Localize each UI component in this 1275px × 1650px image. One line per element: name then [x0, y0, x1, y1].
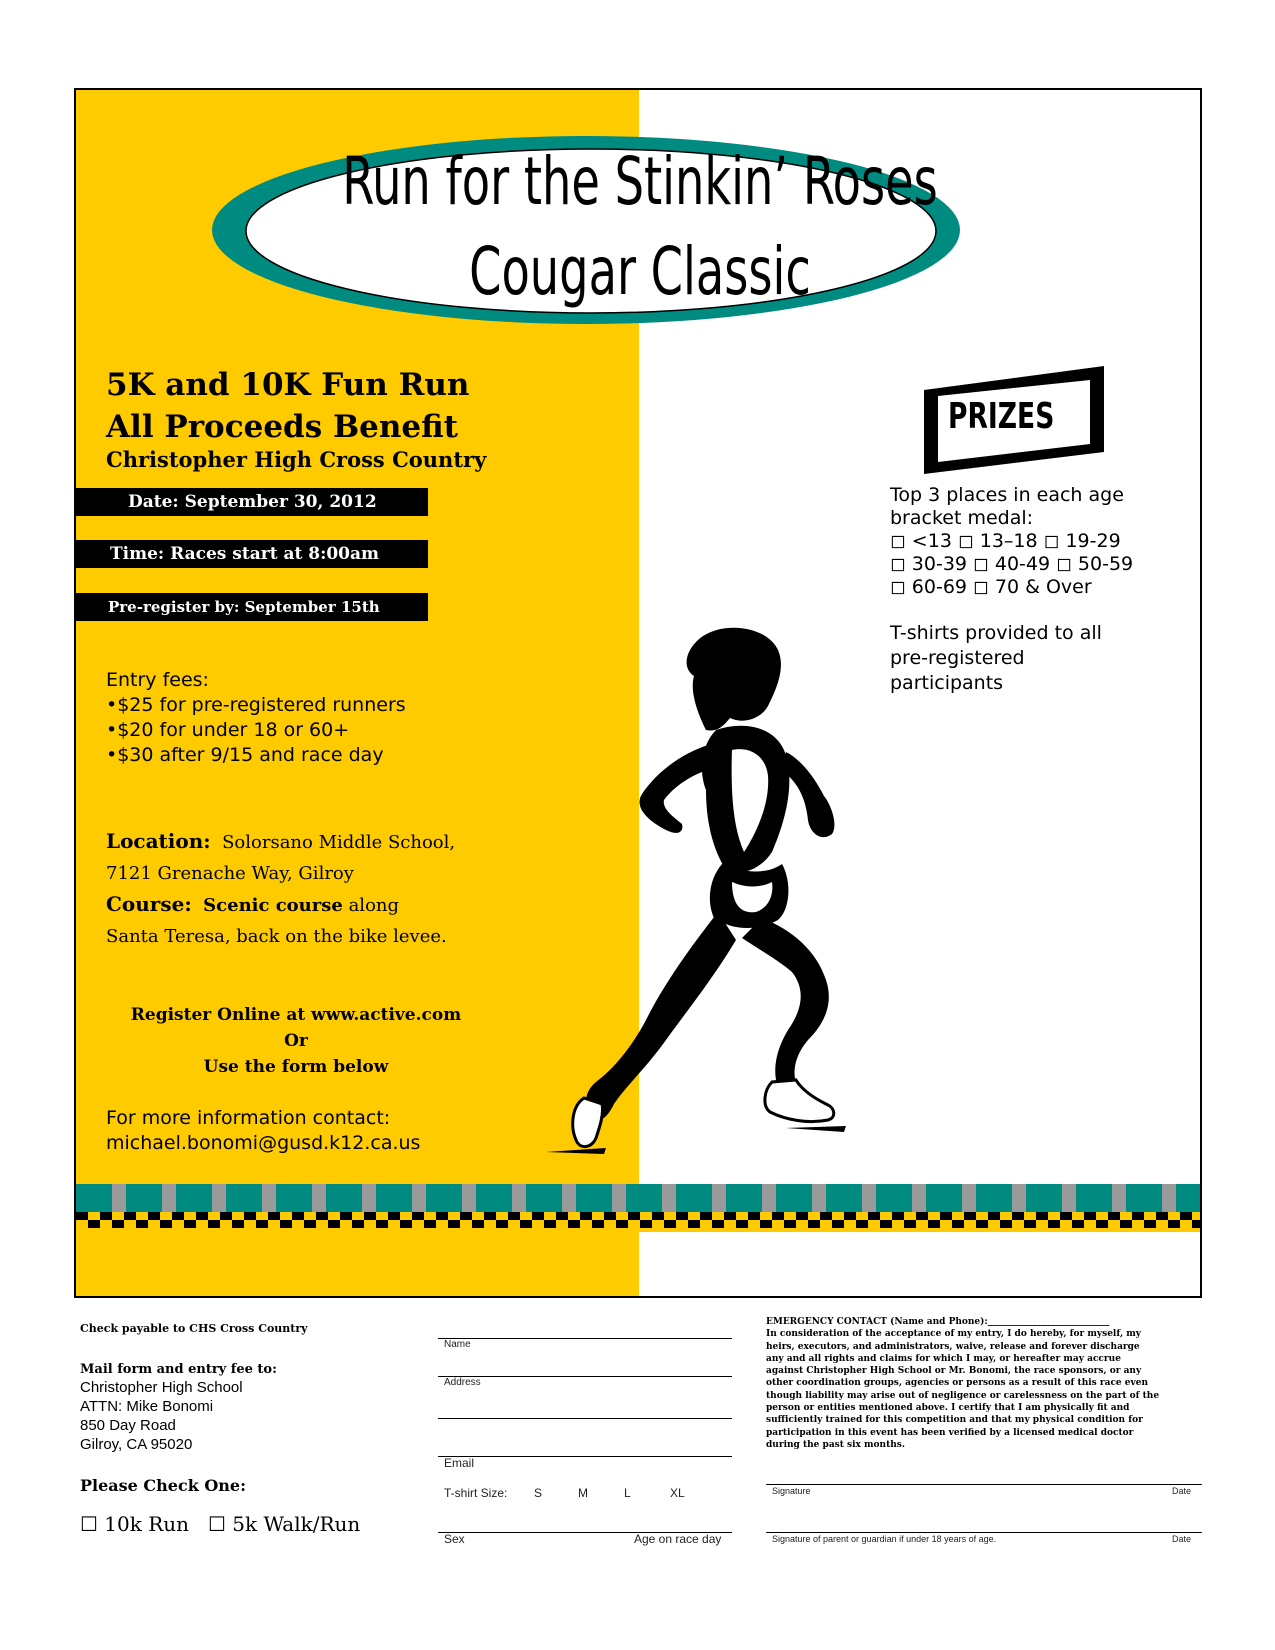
- mail-line: Christopher High School: [80, 1379, 243, 1396]
- register-or: Or: [284, 1031, 308, 1051]
- contact-label: For more information contact:: [106, 1107, 391, 1129]
- waiver-line: participation in this event has been verified by a licensed medical doctor: [766, 1427, 1134, 1438]
- parent-signature-label[interactable]: Signature of parent or guardian if under 18 years of age.: [772, 1534, 997, 1544]
- headline-1: 5K and 10K Fun Run: [106, 367, 470, 403]
- waiver-block: [766, 1316, 1246, 1451]
- check-payable: Check payable to CHS Cross Country: [80, 1322, 308, 1335]
- bracket-row: ◻ 60-69 ◻ 70 & Over: [890, 576, 1092, 598]
- checkered-strip: [76, 1184, 1202, 1232]
- signature-line: [766, 1484, 1202, 1485]
- flyer: [74, 88, 1202, 1298]
- headline-3: Christopher High Cross Country: [106, 447, 487, 472]
- title-line-1: Run for the Stinkin’ Roses: [342, 143, 938, 220]
- waiver-line: other coordination groups, agencies or persons as a result of this race even: [766, 1378, 1149, 1389]
- waiver-line: sufficiently trained for this competition and that my physical condition for: [766, 1415, 1143, 1426]
- mail-line: Gilroy, CA 95020: [80, 1436, 193, 1453]
- option-5k[interactable]: ☐ 5k Walk/Run: [208, 1512, 361, 1536]
- time-bar: Time: Races start at 8:00am: [76, 540, 428, 568]
- tshirt-label: T-shirt Size:: [444, 1486, 508, 1500]
- age-label[interactable]: Age on race day: [634, 1532, 722, 1546]
- parent-signature-line: [766, 1532, 1202, 1533]
- tshirt-text: pre-registered: [890, 647, 1025, 669]
- address-line-2: [438, 1418, 732, 1419]
- signature-label[interactable]: Signature: [772, 1486, 811, 1496]
- email-label[interactable]: Email: [444, 1456, 475, 1470]
- date-bar: Date: September 30, 2012: [76, 488, 428, 516]
- name-line: [438, 1338, 732, 1339]
- waiver-line: though liability may arise out of negligence or carelessness on the part of the: [766, 1390, 1160, 1401]
- fees-block: [106, 668, 406, 768]
- size-l[interactable]: L: [624, 1486, 631, 1500]
- fee-item: •$30 after 9/15 and race day: [106, 744, 384, 766]
- waiver-line: any and all rights and claims for which I may, or hereafter may accrue: [766, 1353, 1121, 1364]
- option-10k[interactable]: ☐ 10k Run: [80, 1512, 190, 1536]
- course-value-rest: along: [348, 895, 400, 916]
- contact-email[interactable]: michael.bonomi@gusd.k12.ca.us: [106, 1132, 421, 1154]
- title-line-2: Cougar Classic: [469, 233, 811, 310]
- location-value: Solorsano Middle School,: [222, 832, 456, 853]
- address-line-3: [438, 1456, 732, 1457]
- course-value-2: Santa Teresa, back on the bike levee.: [106, 926, 447, 947]
- register-block: [106, 1002, 486, 1080]
- contact-block: [106, 1106, 420, 1156]
- runner-icon: [546, 620, 866, 1160]
- size-s[interactable]: S: [534, 1486, 543, 1500]
- prizes-text: Top 3 places in each age: [890, 484, 1124, 506]
- sex-label[interactable]: Sex: [444, 1532, 465, 1546]
- date-label-2[interactable]: Date: [1172, 1534, 1192, 1544]
- fee-item: •$20 for under 18 or 60+: [106, 719, 350, 741]
- prizes-info: [890, 484, 1180, 696]
- course-label: Course:: [106, 892, 192, 916]
- waiver-line: person or entities mentioned above. I certify that I am physically fit and: [766, 1403, 1130, 1414]
- waiver-line: In consideration of the acceptance of my entry, I do hereby, for myself, my: [766, 1329, 1142, 1340]
- waiver-line: against Christopher High School or Mr. Bonomi, the race sponsors, or any: [766, 1366, 1142, 1377]
- bracket-row: ◻ <13 ◻ 13–18 ◻ 19-29: [890, 530, 1121, 552]
- emergency-contact-field[interactable]: EMERGENCY CONTACT (Name and Phone):___________________________: [766, 1317, 1110, 1327]
- mail-address: [80, 1378, 243, 1454]
- headline-2: All Proceeds Benefit: [106, 409, 459, 445]
- name-label[interactable]: Name: [444, 1339, 471, 1350]
- address-line: [438, 1376, 732, 1377]
- location-label: Location:: [106, 829, 211, 853]
- mail-line: ATTN: Mike Bonomi: [80, 1398, 214, 1415]
- fees-heading: Entry fees:: [106, 669, 209, 691]
- date-label[interactable]: Date: [1172, 1486, 1192, 1496]
- tshirt-text: participants: [890, 672, 1004, 694]
- size-m[interactable]: M: [578, 1486, 588, 1500]
- bracket-row: ◻ 30-39 ◻ 40-49 ◻ 50-59: [890, 553, 1134, 575]
- prizes-label: PRIZES: [948, 396, 1055, 437]
- waiver-line: during the past six months.: [766, 1439, 905, 1450]
- size-xl[interactable]: XL: [670, 1486, 685, 1500]
- preregister-bar: Pre-register by: September 15th: [76, 593, 428, 621]
- prizes-text: bracket medal:: [890, 507, 1034, 529]
- fee-item: •$25 for pre-registered runners: [106, 694, 406, 716]
- tshirt-text: T-shirts provided to all: [890, 622, 1102, 644]
- mail-line: 850 Day Road: [80, 1417, 176, 1434]
- address-label[interactable]: Address: [444, 1377, 481, 1388]
- mail-heading: Mail form and entry fee to:: [80, 1362, 277, 1377]
- location-value-2: 7121 Grenache Way, Gilroy: [106, 863, 354, 884]
- course-value-bold: Scenic course: [203, 895, 343, 916]
- please-check: Please Check One:: [80, 1476, 247, 1495]
- waiver-line: heirs, executors, and administrators, waive, release and forever discharge: [766, 1341, 1140, 1352]
- register-online: Register Online at www.active.com: [130, 1005, 462, 1025]
- register-form: Use the form below: [203, 1057, 389, 1077]
